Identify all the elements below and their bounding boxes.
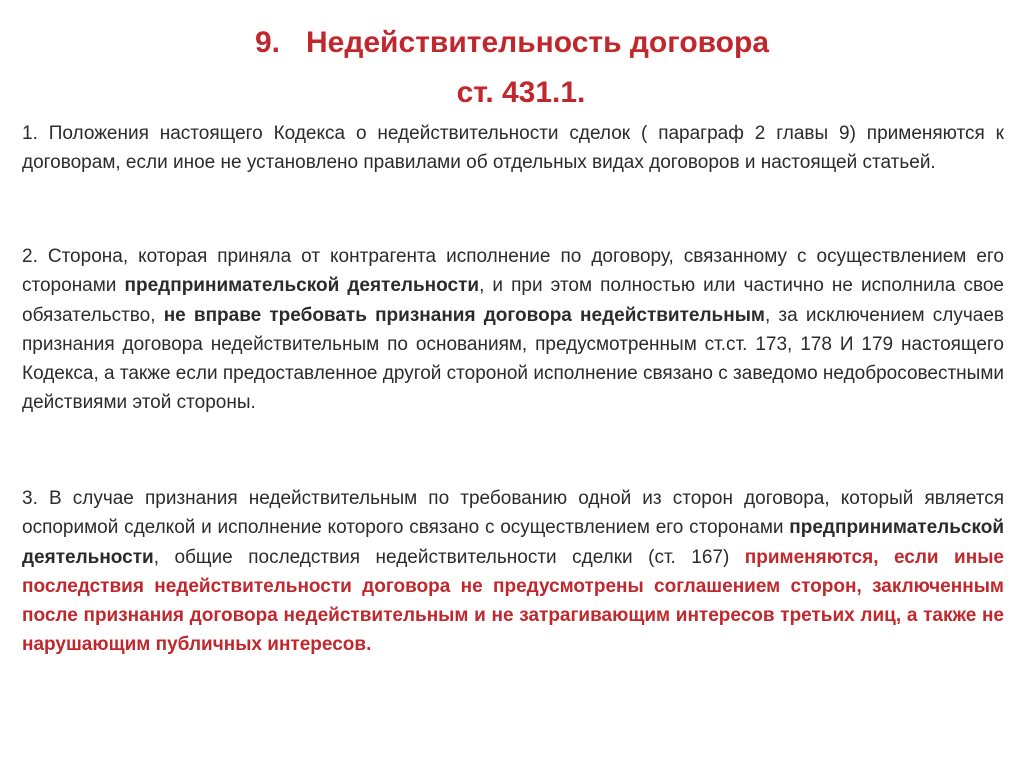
paragraph-2-text-2: , и при этом полностью или частично не исполнила свое обязательство, bbox=[22, 275, 1004, 326]
title-line-1 bbox=[0, 18, 1024, 68]
paragraph-2-text-3: , за исключением случаев признания договора недействительным по основаниям, предусмотренным ст.ст. 173, 178 И 179 настоящего Кодекса, а также если предоставленное другой стороной исполнение связано с заведомо недобросовестными действиями этой стороны. bbox=[22, 304, 1004, 414]
paragraph-2-bold-2: не вправе требовать признания договора недействительным bbox=[163, 304, 765, 326]
paragraph-3-red-emphasis: применяются, если иные последствия недействительности договора не предусмотрены соглашением сторон, заключенным после признания договора недействительным и не затрагивающим интересов третьих лиц, а также не нарушающим публичных интересов. bbox=[22, 546, 1004, 656]
title-text: Недействительность договора bbox=[305, 26, 770, 59]
paragraph-3-bold-1: предпринимательской деятельности bbox=[22, 517, 1004, 568]
paragraph-3-text-1: 3. В случае признания недействительным по требованию одной из сторон договора, который является оспоримой сделкой и исполнение которого связано с осуществлением его сторонами bbox=[22, 488, 1004, 539]
paragraph-2-bold-1: предпринимательской деятельности bbox=[124, 275, 480, 297]
title-number: 9. bbox=[254, 26, 280, 59]
slide-title bbox=[0, 18, 1024, 118]
title-article: ст. 431.1. bbox=[456, 76, 586, 109]
paragraph-3-text-2: , общие последствия недействительности сделки (ст. 167) bbox=[153, 546, 745, 568]
paragraph-1: 1. Положения настоящего Кодекса о недействительности сделок ( параграф 2 главы 9) применяются к договорам, если иное не установлено правилами об отдельных видах договоров и настоящей статьей. bbox=[22, 123, 1004, 174]
paragraph-3 bbox=[22, 484, 1004, 660]
paragraph-2-text-1: 2. Сторона, которая приняла от контрагента исполнение по договору, связанному с осуществлением его сторонами bbox=[22, 246, 1004, 297]
paragraph-2 bbox=[22, 242, 1004, 418]
